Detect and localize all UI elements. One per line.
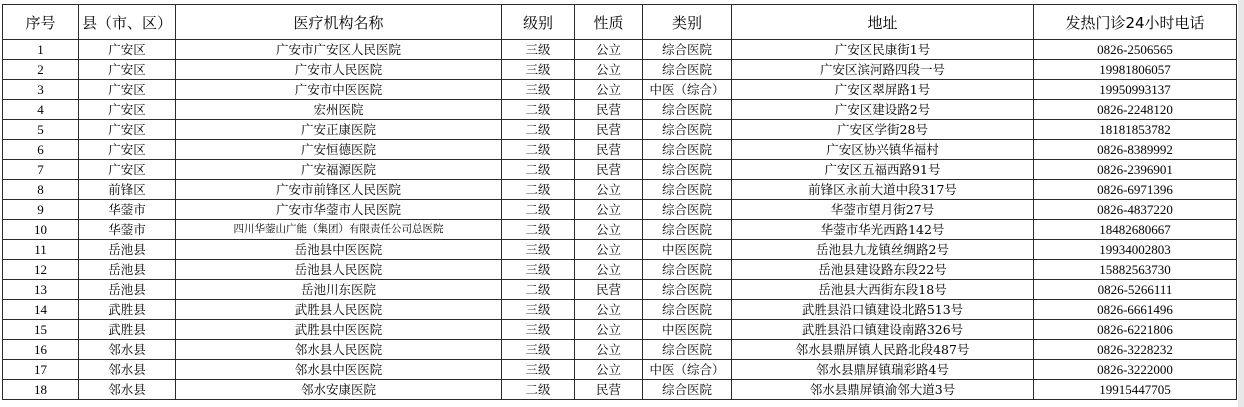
cell-county: 岳池县 [79, 280, 176, 300]
cell-nature: 公立 [575, 80, 643, 100]
cell-phone: 19950993137 [1034, 80, 1237, 100]
table-row [3, 220, 1237, 240]
cell-seq: 7 [3, 160, 79, 180]
cell-phone: 0826-5266111 [1034, 280, 1237, 300]
cell-level: 二级 [502, 280, 575, 300]
cell-nature: 公立 [575, 260, 643, 280]
cell-county: 武胜县 [79, 300, 176, 320]
cell-level: 三级 [502, 360, 575, 380]
cell-hospital-name: 广安市广安区人民医院 [176, 40, 502, 60]
cell-seq: 1 [3, 40, 79, 60]
cell-seq: 10 [3, 220, 79, 240]
cell-category: 综合医院 [643, 340, 732, 360]
cell-address: 广安区民康街1号 [732, 40, 1034, 60]
cell-phone: 0826-2396901 [1034, 160, 1237, 180]
cell-hospital-name: 广安恒德医院 [176, 140, 502, 160]
cell-nature: 公立 [575, 340, 643, 360]
cell-nature: 民营 [575, 160, 643, 180]
cell-hospital-name: 广安市人民医院 [176, 60, 502, 80]
cell-level: 三级 [502, 260, 575, 280]
table-row [3, 280, 1237, 300]
cell-address: 前锋区永前大道中段317号 [732, 180, 1034, 200]
cell-category: 综合医院 [643, 260, 732, 280]
header-county: 县（市、区） [79, 5, 176, 40]
cell-seq: 6 [3, 140, 79, 160]
cell-hospital-name: 武胜县人民医院 [176, 300, 502, 320]
cell-nature: 公立 [575, 180, 643, 200]
hospital-table [2, 4, 1237, 400]
cell-nature: 公立 [575, 240, 643, 260]
table-row [3, 180, 1237, 200]
cell-level: 三级 [502, 40, 575, 60]
header-name: 医疗机构名称 [176, 5, 502, 40]
header-row [3, 5, 1237, 40]
cell-category: 中医（综合） [643, 80, 732, 100]
cell-nature: 民营 [575, 280, 643, 300]
cell-phone: 0826-6971396 [1034, 180, 1237, 200]
cell-nature: 民营 [575, 380, 643, 400]
cell-phone: 15882563730 [1034, 260, 1237, 280]
cell-seq: 4 [3, 100, 79, 120]
cell-seq: 5 [3, 120, 79, 140]
cell-seq: 16 [3, 340, 79, 360]
cell-county: 广安区 [79, 120, 176, 140]
cell-level: 二级 [502, 220, 575, 240]
cell-level: 三级 [502, 60, 575, 80]
cell-county: 广安区 [79, 160, 176, 180]
table-row [3, 100, 1237, 120]
cell-county: 广安区 [79, 140, 176, 160]
cell-category: 综合医院 [643, 40, 732, 60]
cell-hospital-name: 邻水安康医院 [176, 380, 502, 400]
table-row [3, 340, 1237, 360]
cell-level: 二级 [502, 380, 575, 400]
cell-address: 岳池县九龙镇丝绸路2号 [732, 240, 1034, 260]
cell-nature: 公立 [575, 300, 643, 320]
cell-county: 华蓥市 [79, 200, 176, 220]
cell-phone: 0826-2248120 [1034, 100, 1237, 120]
cell-nature: 公立 [575, 220, 643, 240]
cell-seq: 8 [3, 180, 79, 200]
cell-phone: 0826-6661496 [1034, 300, 1237, 320]
cell-seq: 2 [3, 60, 79, 80]
cell-address: 武胜县沿口镇建设北路513号 [732, 300, 1034, 320]
cell-nature: 公立 [575, 360, 643, 380]
cell-county: 广安区 [79, 80, 176, 100]
cell-address: 广安区协兴镇华福村 [732, 140, 1034, 160]
cell-seq: 12 [3, 260, 79, 280]
cell-category: 中医医院 [643, 320, 732, 340]
cell-phone: 0826-6221806 [1034, 320, 1237, 340]
cell-hospital-name: 四川华蓥山广能（集团）有限责任公司总医院 [176, 220, 502, 240]
cell-nature: 民营 [575, 120, 643, 140]
cell-category: 综合医院 [643, 60, 732, 80]
cell-phone: 19915447705 [1034, 380, 1237, 400]
cell-address: 邻水县鼎屏镇人民路北段487号 [732, 340, 1034, 360]
table-row [3, 160, 1237, 180]
header-phone: 发热门诊24小时电话 [1034, 5, 1237, 40]
header-category: 类别 [643, 5, 732, 40]
cell-seq: 14 [3, 300, 79, 320]
sheet-edge [1238, 0, 1244, 407]
cell-category: 综合医院 [643, 220, 732, 240]
table-row [3, 380, 1237, 400]
cell-county: 广安区 [79, 100, 176, 120]
cell-nature: 民营 [575, 140, 643, 160]
table-row [3, 300, 1237, 320]
header-seq: 序号 [3, 5, 79, 40]
cell-county: 邻水县 [79, 380, 176, 400]
cell-phone: 18482680667 [1034, 220, 1237, 240]
cell-county: 岳池县 [79, 260, 176, 280]
cell-county: 邻水县 [79, 360, 176, 380]
header-level: 级别 [502, 5, 575, 40]
cell-phone: 0826-8389992 [1034, 140, 1237, 160]
cell-hospital-name: 岳池川东医院 [176, 280, 502, 300]
cell-nature: 公立 [575, 200, 643, 220]
cell-level: 二级 [502, 140, 575, 160]
cell-category: 综合医院 [643, 100, 732, 120]
cell-category: 综合医院 [643, 180, 732, 200]
cell-level: 二级 [502, 200, 575, 220]
cell-phone: 19981806057 [1034, 60, 1237, 80]
cell-level: 三级 [502, 240, 575, 260]
cell-address: 广安区翠屏路1号 [732, 80, 1034, 100]
cell-seq: 11 [3, 240, 79, 260]
cell-hospital-name: 邻水县人民医院 [176, 340, 502, 360]
cell-category: 综合医院 [643, 280, 732, 300]
cell-phone: 18181853782 [1034, 120, 1237, 140]
cell-address: 广安区学街28号 [732, 120, 1034, 140]
cell-level: 三级 [502, 300, 575, 320]
cell-seq: 15 [3, 320, 79, 340]
cell-seq: 18 [3, 380, 79, 400]
cell-address: 邻水县鼎屏镇瑞彩路4号 [732, 360, 1034, 380]
cell-hospital-name: 岳池县人民医院 [176, 260, 502, 280]
cell-county: 广安区 [79, 60, 176, 80]
cell-level: 二级 [502, 180, 575, 200]
cell-address: 广安区滨河路四段一号 [732, 60, 1034, 80]
cell-nature: 民营 [575, 100, 643, 120]
cell-level: 二级 [502, 120, 575, 140]
cell-county: 华蓥市 [79, 220, 176, 240]
cell-category: 中医医院 [643, 240, 732, 260]
cell-level: 三级 [502, 340, 575, 360]
table-row [3, 120, 1237, 140]
cell-county: 邻水县 [79, 340, 176, 360]
cell-seq: 3 [3, 80, 79, 100]
cell-level: 三级 [502, 80, 575, 100]
cell-county: 前锋区 [79, 180, 176, 200]
cell-hospital-name: 邻水县中医医院 [176, 360, 502, 380]
cell-seq: 9 [3, 200, 79, 220]
cell-nature: 公立 [575, 320, 643, 340]
cell-hospital-name: 广安福源医院 [176, 160, 502, 180]
cell-category: 综合医院 [643, 200, 732, 220]
cell-phone: 0826-4837220 [1034, 200, 1237, 220]
cell-hospital-name: 岳池县中医医院 [176, 240, 502, 260]
table-row [3, 60, 1237, 80]
table-row [3, 240, 1237, 260]
cell-phone: 19934002803 [1034, 240, 1237, 260]
cell-category: 综合医院 [643, 120, 732, 140]
table-row [3, 40, 1237, 60]
cell-hospital-name: 广安市中医医院 [176, 80, 502, 100]
cell-category: 综合医院 [643, 300, 732, 320]
cell-level: 二级 [502, 160, 575, 180]
table-row [3, 360, 1237, 380]
cell-hospital-name: 广安正康医院 [176, 120, 502, 140]
cell-hospital-name: 广安市华蓥市人民医院 [176, 200, 502, 220]
cell-address: 广安区建设路2号 [732, 100, 1034, 120]
cell-level: 二级 [502, 100, 575, 120]
table-row [3, 320, 1237, 340]
cell-county: 岳池县 [79, 240, 176, 260]
cell-county: 广安区 [79, 40, 176, 60]
cell-level: 三级 [502, 320, 575, 340]
cell-seq: 13 [3, 280, 79, 300]
cell-category: 综合医院 [643, 160, 732, 180]
cell-nature: 公立 [575, 40, 643, 60]
cell-address: 岳池县建设路东段22号 [732, 260, 1034, 280]
cell-address: 邻水县鼎屏镇渝邻大道3号 [732, 380, 1034, 400]
cell-phone: 0826-2506565 [1034, 40, 1237, 60]
cell-category: 综合医院 [643, 140, 732, 160]
cell-phone: 0826-3228232 [1034, 340, 1237, 360]
table-row [3, 200, 1237, 220]
cell-address: 华蓥市望月街27号 [732, 200, 1034, 220]
cell-phone: 0826-3222000 [1034, 360, 1237, 380]
table-row [3, 80, 1237, 100]
cell-category: 综合医院 [643, 380, 732, 400]
header-nature: 性质 [575, 5, 643, 40]
cell-nature: 公立 [575, 60, 643, 80]
cell-hospital-name: 广安市前锋区人民医院 [176, 180, 502, 200]
table-row [3, 140, 1237, 160]
cell-address: 华蓥市华光西路142号 [732, 220, 1034, 240]
cell-seq: 17 [3, 360, 79, 380]
cell-category: 中医（综合） [643, 360, 732, 380]
cell-county: 武胜县 [79, 320, 176, 340]
cell-address: 武胜县沿口镇建设南路326号 [732, 320, 1034, 340]
header-address: 地址 [732, 5, 1034, 40]
cell-hospital-name: 武胜县中医医院 [176, 320, 502, 340]
cell-hospital-name: 宏州医院 [176, 100, 502, 120]
cell-address: 岳池县大西街东段18号 [732, 280, 1034, 300]
cell-address: 广安区五福西路91号 [732, 160, 1034, 180]
table-row [3, 260, 1237, 280]
